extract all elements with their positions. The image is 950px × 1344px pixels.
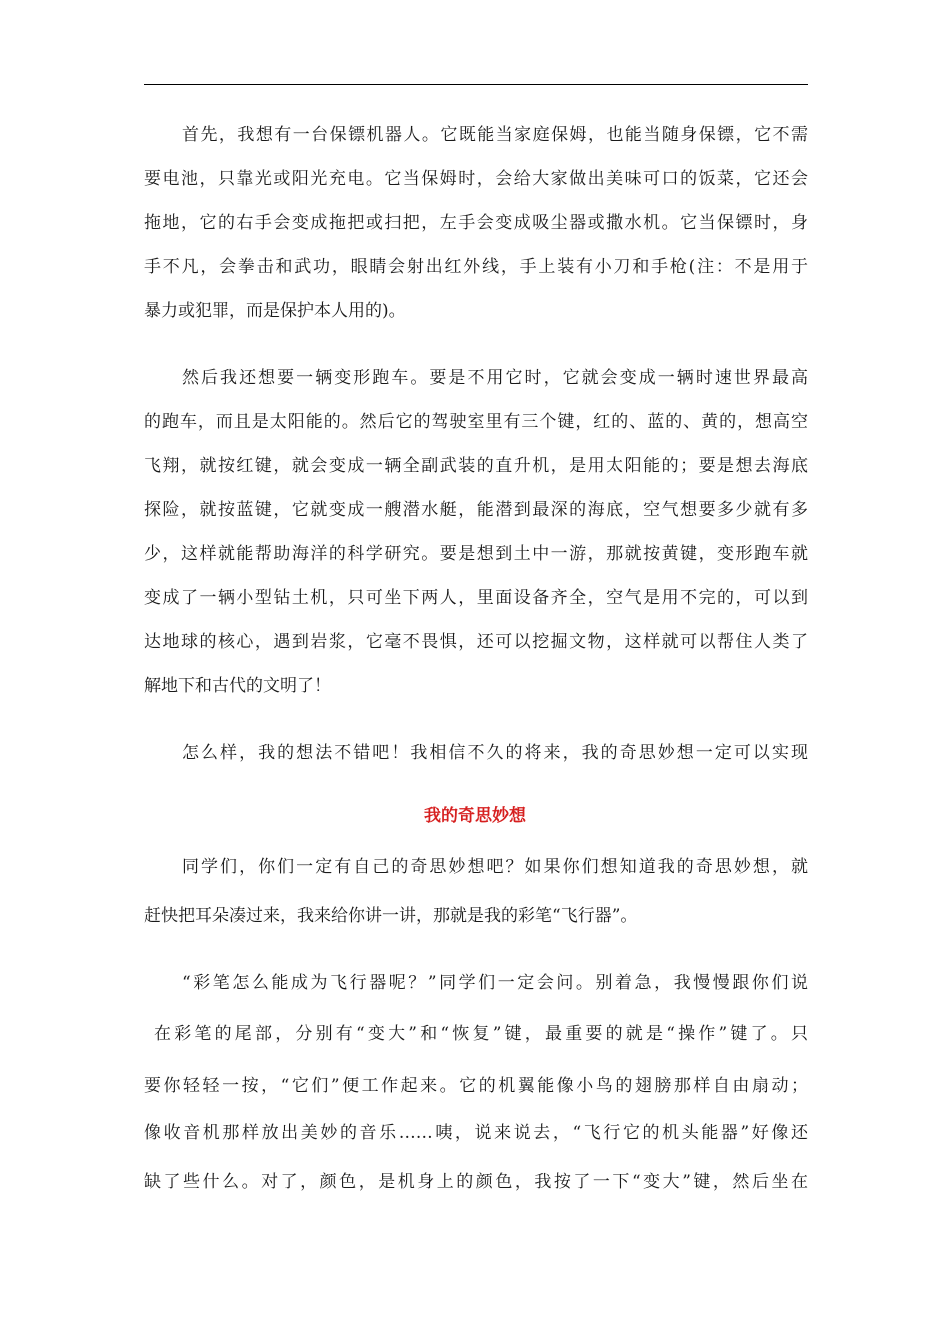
header-rule: [144, 84, 808, 85]
paragraph-1-line-2: 要电池，只靠光或阳光充电。它当保姆时，会给大家做出美味可口的饭菜，它还会: [144, 169, 808, 189]
paragraph-2-line-8: 解地下和古代的文明了！: [144, 676, 331, 696]
paragraph-5-line-3: 要你轻轻一按，“它们”便工作起来。它的机翼能像小鸟的翅膀那样自由扇动；: [144, 1076, 808, 1096]
paragraph-2-line-5: 少，这样就能帮助海洋的科学研究。要是想到土中一游，那就按黄键，变形跑车就: [144, 544, 808, 564]
paragraph-3-line-1: 怎么样，我的想法不错吧！我相信不久的将来，我的奇思妙想一定可以实现: [182, 743, 808, 763]
paragraph-1-line-5: 暴力或犯罪，而是保护本人用的)。: [144, 301, 406, 321]
essay-title: 我的奇思妙想: [424, 806, 526, 826]
paragraph-5-line-1: “彩笔怎么能成为飞行器呢？”同学们一定会问。别着急，我慢慢跟你们说: [182, 973, 808, 993]
paragraph-2-line-1: 然后我还想要一辆变形跑车。要是不用它时，它就会变成一辆时速世界最高: [182, 368, 808, 388]
paragraph-1-line-3: 拖地，它的右手会变成拖把或扫把，左手会变成吸尘器或撒水机。它当保镖时，身: [144, 213, 808, 233]
paragraph-1-line-4: 手不凡，会拳击和武功，眼睛会射出红外线，手上装有小刀和手枪(注：不是用于: [144, 257, 808, 277]
paragraph-1-line-1: 首先，我想有一台保镖机器人。它既能当家庭保姆，也能当随身保镖，它不需: [182, 125, 808, 145]
paragraph-2-line-2: 的跑车，而且是太阳能的。然后它的驾驶室里有三个键，红的、蓝的、黄的，想高空: [144, 412, 808, 432]
paragraph-2-line-6: 变成了一辆小型钻土机，只可坐下两人，里面设备齐全，空气是用不完的，可以到: [144, 588, 808, 608]
paragraph-5-line-5: 缺了些什么。对了，颜色，是机身上的颜色，我按了一下“变大”键，然后坐在: [144, 1172, 808, 1192]
paragraph-5-line-4: 像收音机那样放出美妙的音乐……咦，说来说去，“飞行它的机头能器”好像还: [144, 1123, 808, 1143]
paragraph-5-line-2: 在彩笔的尾部，分别有“变大”和“恢复”键，最重要的就是“操作”键了。只: [154, 1024, 808, 1044]
paragraph-2-line-7: 达地球的核心，遇到岩浆，它毫不畏惧，还可以挖掘文物，这样就可以帮住人类了: [144, 632, 808, 652]
paragraph-4-line-2: 赶快把耳朵凑过来，我来给你讲一讲，那就是我的彩笔“飞行器”。: [144, 906, 638, 926]
paragraph-2-line-4: 探险，就按蓝键，它就变成一艘潜水艇，能潜到最深的海底，空气想要多少就有多: [144, 500, 808, 520]
paragraph-2-line-3: 飞翔，就按红键，就会变成一辆全副武装的直升机，是用太阳能的；要是想去海底: [144, 456, 808, 476]
paragraph-4-line-1: 同学们，你们一定有自己的奇思妙想吧？如果你们想知道我的奇思妙想，就: [182, 857, 808, 877]
